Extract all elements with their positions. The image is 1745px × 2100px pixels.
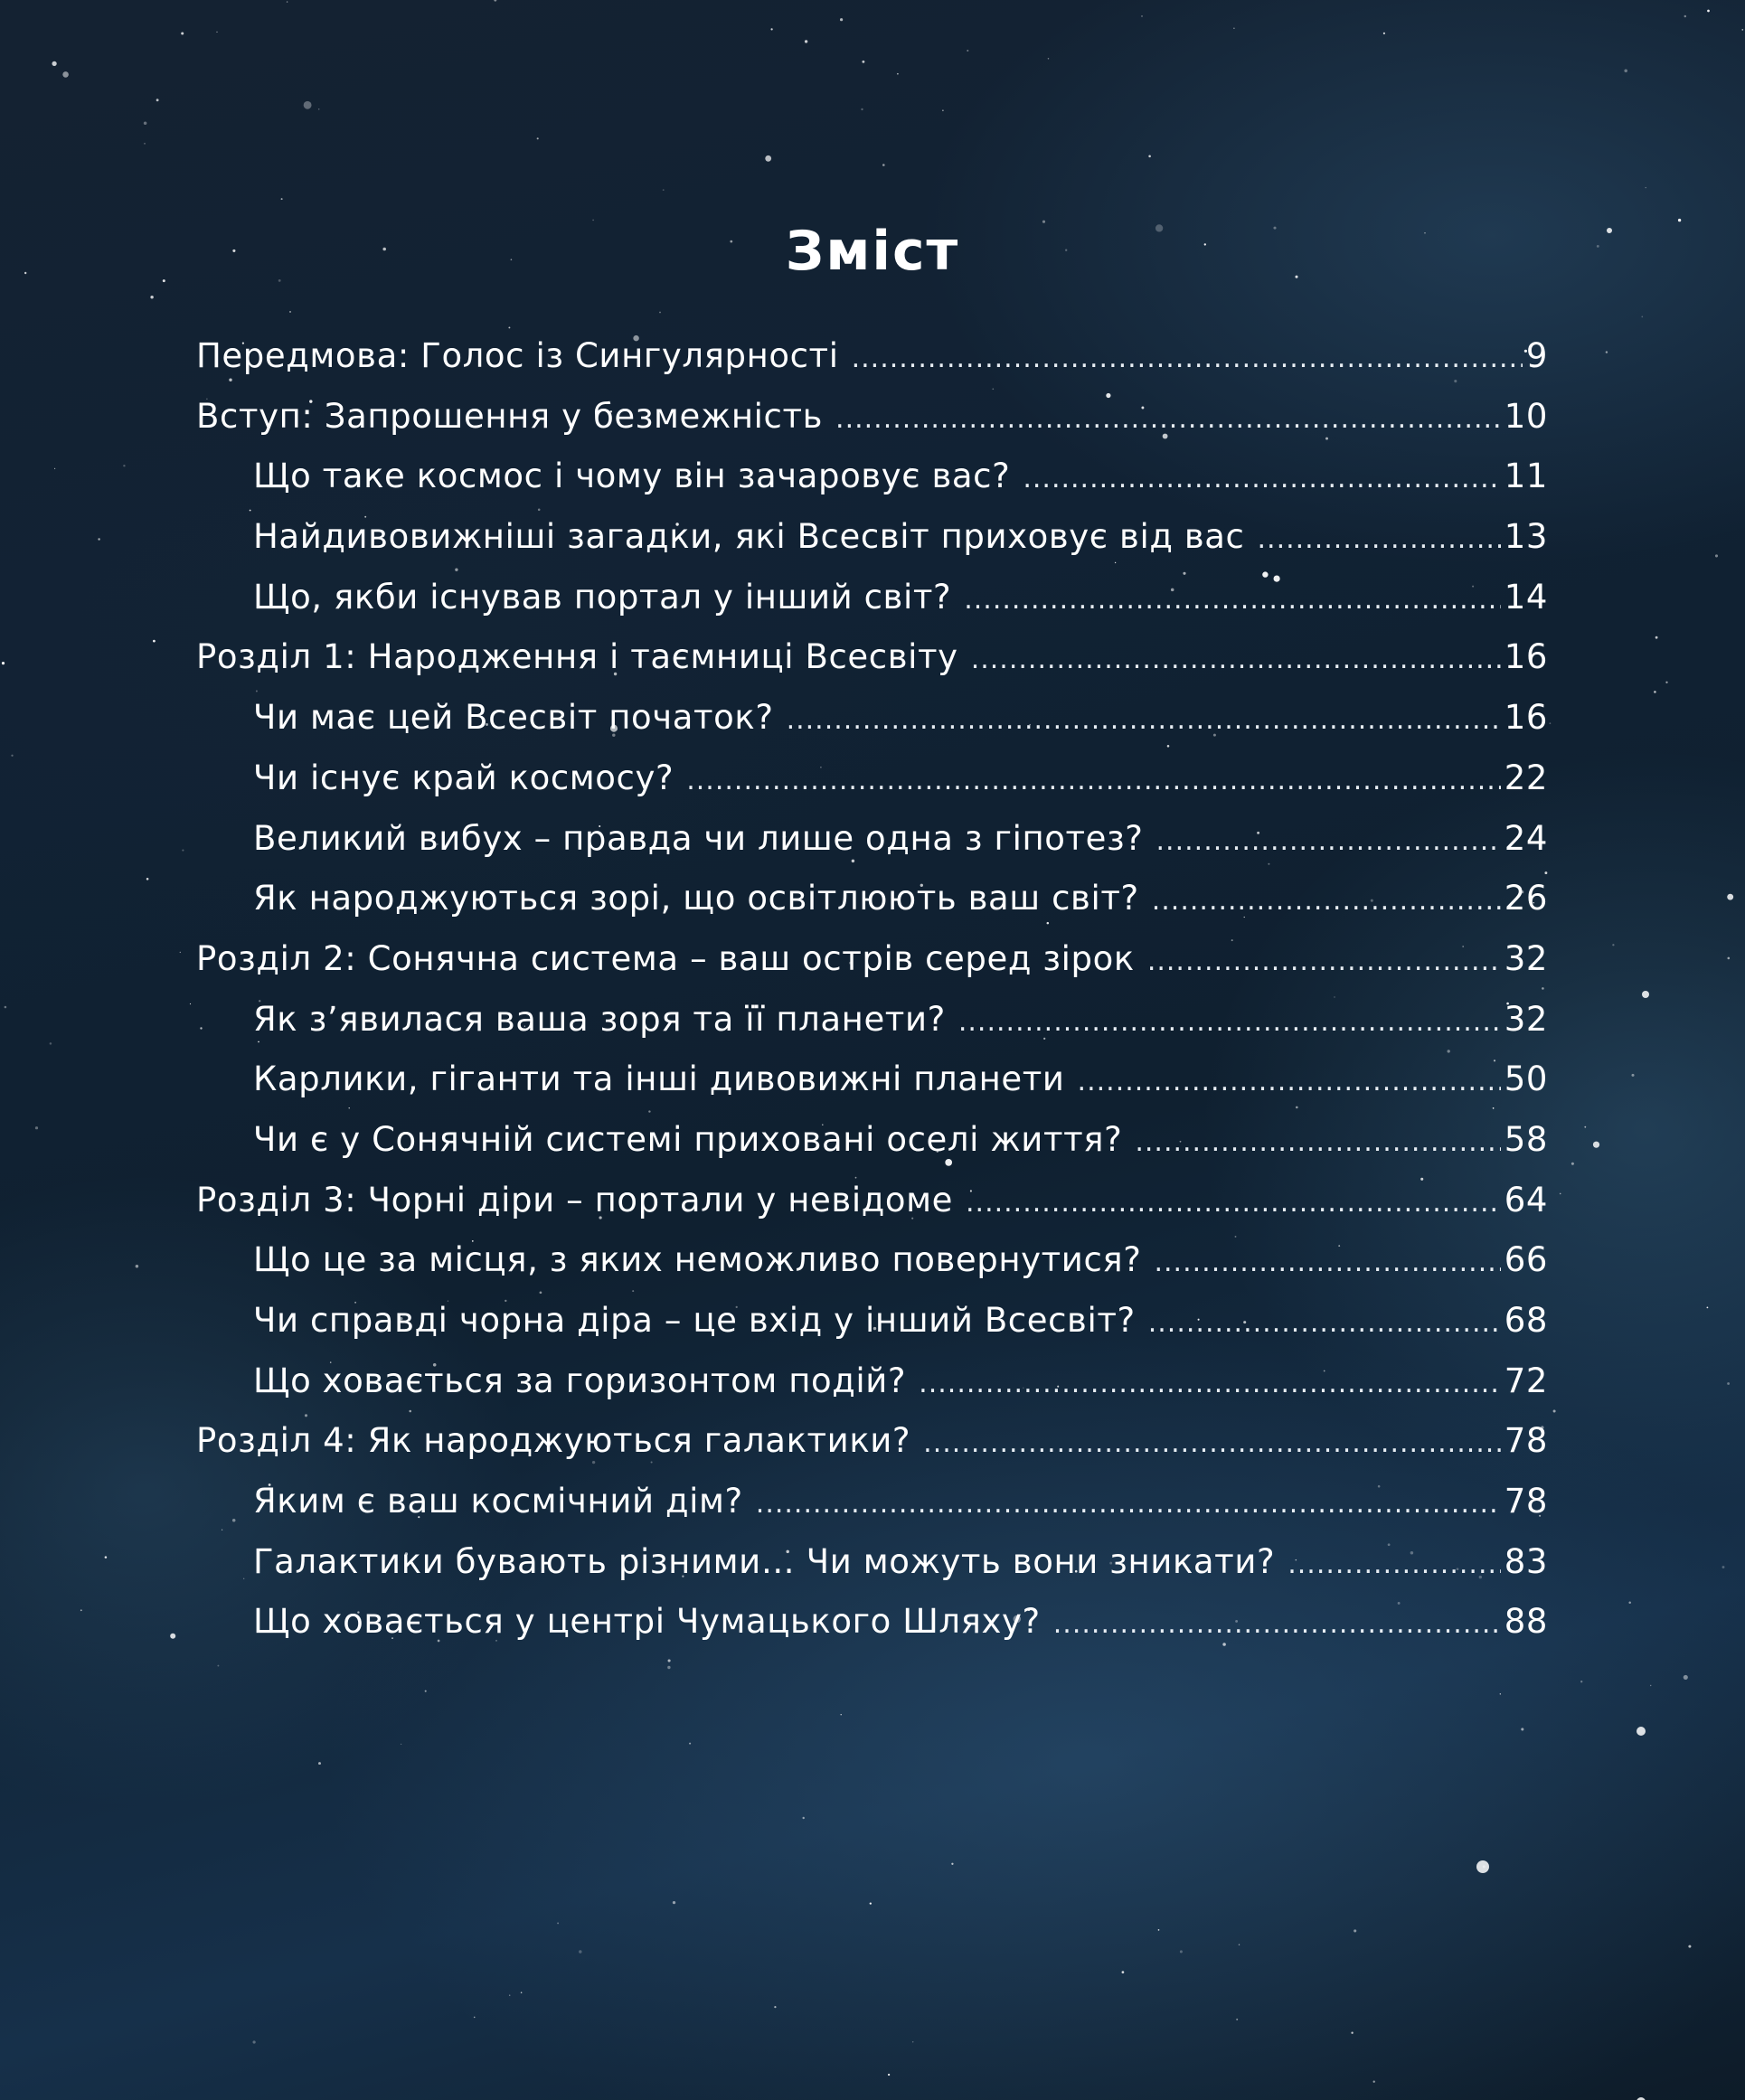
- star: [663, 189, 665, 191]
- star: [474, 2017, 476, 2019]
- page-title: Зміст: [785, 220, 960, 284]
- toc-entry-page: 11: [1504, 457, 1548, 496]
- star: [318, 108, 320, 110]
- star: [1148, 155, 1151, 158]
- toc-dot-leader: [1078, 1066, 1501, 1097]
- star: [659, 312, 661, 314]
- toc-dot-leader: [835, 403, 1501, 435]
- star: [951, 1863, 953, 1865]
- star: [1351, 2032, 1353, 2034]
- star: [1521, 1728, 1523, 1730]
- toc-entry-page: 9: [1525, 336, 1548, 375]
- star: [537, 137, 539, 139]
- toc-entry[interactable]: [196, 457, 1548, 517]
- star: [1158, 1929, 1160, 1931]
- star: [689, 1743, 691, 1745]
- toc-entry-label: Чи справді чорна діра – це вхід у інший Всесвіт?: [253, 1301, 1136, 1340]
- star: [1048, 58, 1050, 60]
- star: [170, 1634, 175, 1639]
- star: [1612, 944, 1614, 946]
- star: [1688, 1945, 1691, 1948]
- toc-entry-page: 26: [1504, 879, 1548, 918]
- toc-entry-page: 14: [1504, 577, 1548, 617]
- star: [52, 61, 56, 66]
- star: [1707, 1307, 1709, 1309]
- toc-dot-leader: [1288, 1549, 1501, 1580]
- toc-dot-leader: [958, 1006, 1501, 1038]
- toc-entry-page: 83: [1504, 1541, 1548, 1581]
- toc-entry[interactable]: [196, 578, 1548, 638]
- star: [1354, 1929, 1356, 1932]
- toc-entry-page: 13: [1504, 517, 1548, 557]
- star: [673, 1901, 675, 1904]
- toc-dot-leader: [923, 1427, 1501, 1459]
- star: [1727, 894, 1733, 900]
- star: [1180, 1950, 1183, 1953]
- toc-entry-label: Чи має цей Всесвіт початок?: [253, 698, 774, 738]
- star: [216, 32, 217, 33]
- toc-entry-label: Розділ 3: Чорні діри – портали у невідоме: [196, 1180, 953, 1220]
- toc-dot-leader: [787, 704, 1501, 736]
- star: [1233, 27, 1235, 29]
- star: [1727, 1382, 1730, 1385]
- star: [967, 50, 968, 52]
- bright-star: [1476, 1860, 1489, 1873]
- star: [882, 164, 885, 166]
- star: [11, 755, 13, 757]
- toc-entry[interactable]: [196, 1361, 1548, 1422]
- star: [123, 465, 125, 466]
- toc-dot-leader: [1154, 1247, 1500, 1278]
- star: [182, 850, 184, 852]
- star: [521, 1992, 523, 1993]
- star: [35, 1126, 38, 1129]
- toc-dot-leader: [966, 1187, 1501, 1219]
- toc-entry-label: Як з’явилася ваша зоря та її планети?: [253, 999, 946, 1039]
- star: [888, 2074, 890, 2076]
- star: [136, 1265, 138, 1267]
- star: [80, 1609, 82, 1611]
- toc-entry-label: Великий вибух – правда чи лише одна з гіпотез?: [253, 818, 1144, 858]
- toc-entry-label: Розділ 2: Сонячна система – ваш острів серед зірок: [196, 938, 1135, 978]
- toc-dot-leader: [964, 584, 1500, 616]
- star: [289, 311, 291, 313]
- star: [1665, 682, 1667, 683]
- star: [1584, 1126, 1586, 1128]
- toc-entry-label: Розділ 1: Народження і таємниці Всесвіту: [196, 637, 958, 677]
- star: [770, 28, 772, 30]
- toc-dot-leader: [852, 343, 1523, 374]
- star: [1715, 554, 1718, 557]
- star: [150, 296, 153, 298]
- toc-entry-label: Що це за місця, з яких неможливо повернутися?: [253, 1240, 1142, 1280]
- star: [1628, 1602, 1631, 1605]
- toc-dot-leader: [1023, 463, 1500, 494]
- toc-entry-label: Розділ 4: Як народжуються галактики?: [196, 1421, 911, 1461]
- toc-entry-label: Передмова: Голос із Сингулярності: [196, 336, 839, 375]
- star: [579, 1950, 581, 1953]
- toc-entry-page: 22: [1504, 758, 1548, 797]
- star: [156, 99, 159, 101]
- star: [1141, 15, 1143, 17]
- toc-entry[interactable]: [196, 1000, 1548, 1060]
- toc-entry-label: Яким є ваш космічний дім?: [253, 1482, 743, 1521]
- toc-entry-label: Як народжуються зорі, що освітлюють ваш світ?: [253, 879, 1139, 918]
- toc-dot-leader: [686, 765, 1500, 796]
- star: [1373, 2081, 1375, 2083]
- star: [840, 18, 843, 21]
- star: [1741, 29, 1743, 31]
- star: [803, 1817, 805, 1819]
- toc-entry-page: 10: [1504, 396, 1548, 436]
- star: [1383, 33, 1385, 34]
- star: [5, 1006, 7, 1009]
- toc-entry-page: 88: [1504, 1602, 1548, 1642]
- star: [1580, 1681, 1582, 1682]
- toc-entry-page: 58: [1504, 1119, 1548, 1159]
- star: [1641, 316, 1643, 318]
- toc-dot-leader: [1258, 523, 1501, 555]
- star: [153, 640, 156, 643]
- star: [1500, 1693, 1501, 1694]
- star: [942, 109, 944, 111]
- bright-star: [1642, 991, 1649, 998]
- star: [144, 143, 146, 145]
- toc-entry[interactable]: [196, 517, 1548, 578]
- toc-entry-page: 78: [1504, 1482, 1548, 1521]
- toc-entry[interactable]: [196, 819, 1548, 880]
- star: [897, 73, 899, 75]
- toc-entry-page: 72: [1504, 1361, 1548, 1400]
- toc-entry-page: 16: [1504, 698, 1548, 738]
- toc-entry-label: Що таке космос і чому він зачаровує вас?: [253, 457, 1011, 496]
- toc-dot-leader: [971, 644, 1501, 675]
- table-of-contents: [196, 336, 1548, 1662]
- toc-entry-page: 24: [1504, 818, 1548, 858]
- toc-entry-page: 16: [1504, 637, 1548, 677]
- toc-entry[interactable]: [196, 879, 1548, 939]
- star: [1571, 1163, 1574, 1165]
- toc-entry[interactable]: [196, 1301, 1548, 1361]
- toc-entry-label: Галактики бувають різними… Чи можуть вони зникати?: [253, 1541, 1276, 1581]
- star: [1553, 1410, 1556, 1413]
- toc-entry[interactable]: [196, 397, 1548, 457]
- star: [774, 2006, 776, 2008]
- toc-entry-page: 68: [1504, 1301, 1548, 1340]
- toc-dot-leader: [1053, 1608, 1501, 1640]
- star: [54, 468, 55, 469]
- toc-entry-page: 78: [1504, 1421, 1548, 1461]
- star: [1684, 15, 1687, 18]
- toc-dot-leader: [1156, 825, 1501, 857]
- toc-entry-page: 32: [1504, 999, 1548, 1039]
- toc-entry-label: Найдивовижніші загадки, які Всесвіт приховує від вас: [253, 517, 1245, 557]
- star: [1631, 1074, 1634, 1077]
- star: [50, 1042, 52, 1045]
- star: [1624, 70, 1627, 73]
- toc-entry-label: Чи існує край космосу?: [253, 758, 674, 797]
- toc-entry-label: Карлики, гіганти та інші дивовижні планети: [253, 1059, 1065, 1099]
- bright-star: [1637, 1727, 1646, 1736]
- star: [667, 1666, 670, 1669]
- star: [318, 1762, 321, 1765]
- star: [912, 2041, 913, 2042]
- toc-dot-leader: [1152, 885, 1501, 917]
- star: [217, 1665, 219, 1667]
- star: [557, 1922, 559, 1924]
- toc-dot-leader: [756, 1488, 1501, 1520]
- star: [862, 61, 864, 63]
- toc-entry[interactable]: [196, 1240, 1548, 1301]
- toc-entry[interactable]: [196, 1482, 1548, 1542]
- toc-entry-page: 64: [1504, 1180, 1548, 1220]
- toc-entry[interactable]: [196, 939, 1548, 1000]
- star: [181, 32, 184, 34]
- star: [1560, 1193, 1561, 1195]
- toc-entry[interactable]: [196, 336, 1548, 397]
- star: [870, 1902, 872, 1904]
- toc-entry-label: Що ховається у центрі Чумацького Шляху?: [253, 1602, 1041, 1642]
- star: [146, 878, 149, 880]
- star: [1655, 636, 1658, 639]
- star: [62, 71, 69, 78]
- star: [1593, 1142, 1599, 1148]
- star: [287, 1, 288, 2]
- star: [1707, 10, 1710, 13]
- star: [1550, 722, 1552, 724]
- toc-entry-label: Вступ: Запрошення у безмежність: [196, 396, 824, 436]
- star: [2, 662, 5, 664]
- star: [1239, 1944, 1240, 1945]
- star: [841, 1714, 842, 1715]
- toc-dot-leader: [1135, 1126, 1500, 1158]
- toc-entry[interactable]: [196, 1120, 1548, 1181]
- toc-dot-leader: [1148, 1307, 1501, 1339]
- star: [281, 198, 283, 200]
- star: [861, 108, 863, 110]
- toc-entry-page: 32: [1504, 938, 1548, 978]
- star: [1654, 691, 1656, 693]
- toc-entry[interactable]: [196, 1059, 1548, 1120]
- star: [805, 40, 807, 42]
- star: [1728, 957, 1731, 960]
- star: [1122, 1971, 1125, 1973]
- toc-entry-label: Що, якби існував портал у інший світ?: [253, 577, 952, 617]
- star: [180, 952, 181, 953]
- toc-entry[interactable]: [196, 758, 1548, 819]
- star: [1684, 1675, 1688, 1680]
- toc-entry-page: 50: [1504, 1059, 1548, 1099]
- toc-dot-leader: [1147, 946, 1501, 977]
- star: [1650, 1685, 1651, 1686]
- toc-entry[interactable]: [196, 637, 1548, 698]
- toc-entry[interactable]: [196, 1421, 1548, 1482]
- toc-entry-label: Чи є у Сонячній системі приховані оселі життя?: [253, 1119, 1123, 1159]
- star: [98, 538, 99, 540]
- star: [1722, 1566, 1725, 1568]
- toc-dot-leader: [919, 1368, 1501, 1399]
- star: [509, 1994, 510, 1995]
- star: [105, 1556, 108, 1559]
- star: [494, 0, 496, 2]
- star: [425, 1690, 427, 1692]
- star: [144, 122, 147, 126]
- star: [1606, 351, 1608, 353]
- toc-entry[interactable]: [196, 698, 1548, 758]
- star: [1236, 2019, 1238, 2020]
- star: [508, 326, 510, 328]
- toc-entry[interactable]: [196, 1181, 1548, 1241]
- toc-entry-label: Що ховається за горизонтом подій?: [253, 1361, 907, 1400]
- star: [765, 155, 771, 162]
- star: [304, 101, 312, 109]
- star: [190, 1003, 191, 1004]
- star: [253, 2040, 256, 2043]
- toc-entry[interactable]: [196, 1542, 1548, 1603]
- toc-entry[interactable]: [196, 1602, 1548, 1662]
- toc-entry-page: 66: [1504, 1240, 1548, 1280]
